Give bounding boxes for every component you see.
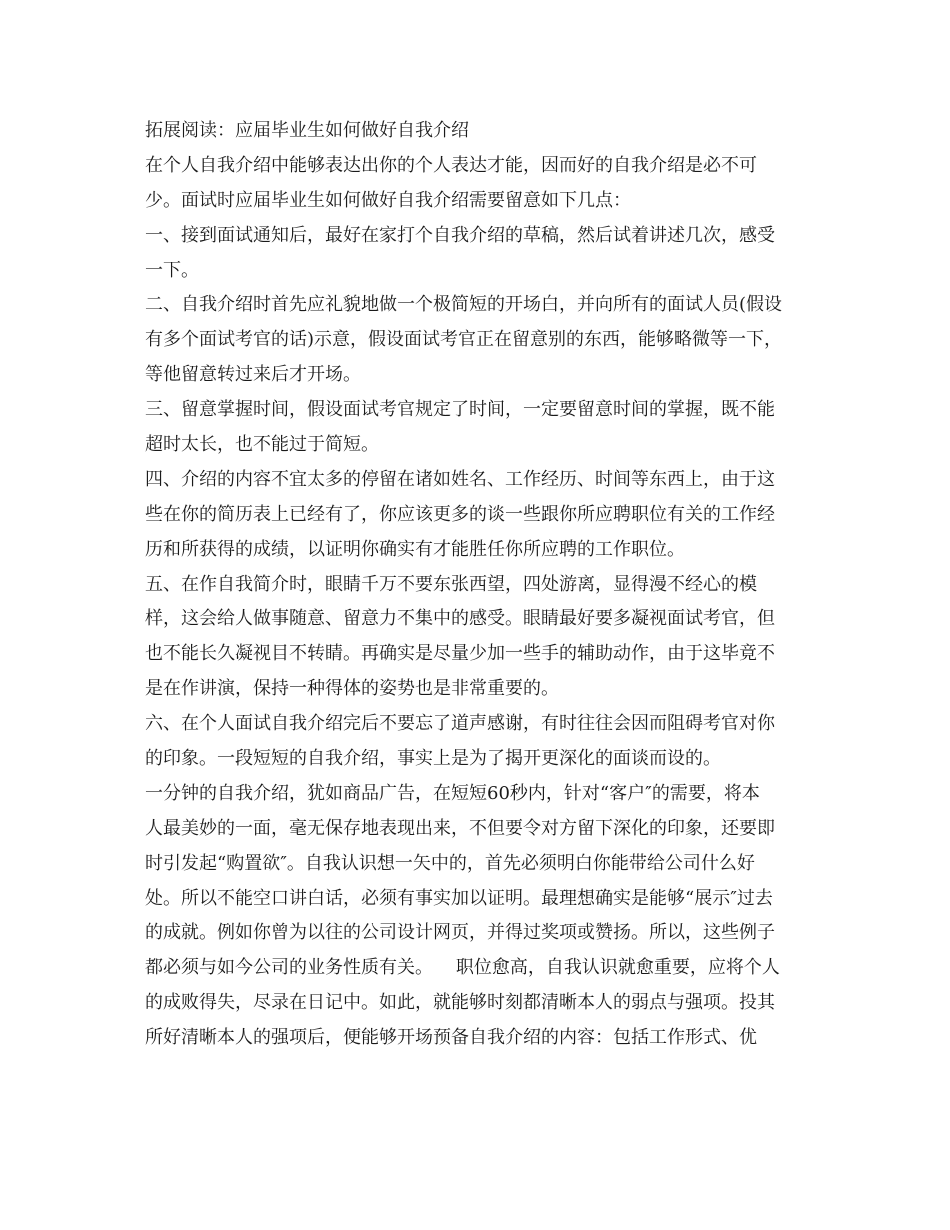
text-line: 五、在作自我简介时，眼睛千万不要东张西望，四处游离，显得漫不经心的模 — [145, 573, 757, 595]
text-line: 的印象。一段短短的自我介绍，事实上是为了揭开更深化的面谈而设的。 — [145, 748, 721, 770]
text-line: 一分钟的自我介绍，犹如商品广告，在短短60秒内，针对“客户″的需要，将本 — [145, 782, 760, 804]
text-line: 的成败得失，尽录在日记中。如此，就能够时刻都清晰本人的弱点与强项。投其 — [145, 992, 775, 1014]
text-line: 一下。 — [145, 259, 199, 281]
text-line: 所好清晰本人的强项后，便能够开场预备自我介绍的内容：包括工作形式、优 — [145, 1027, 757, 1049]
text-line: 三、留意掌握时间，假设面试考官规定了时间，一定要留意时间的掌握，既不能 — [145, 399, 775, 421]
text-line: 超时太长，也不能过于简短。 — [145, 434, 379, 456]
text-line: 一、接到面试通知后，最好在家打个自我介绍的草稿，然后试着讲述几次，感受 — [145, 224, 775, 246]
text-line: 些在你的简历表上已经有了，你应该更多的谈一些跟你所应聘职位有关的工作经 — [145, 503, 775, 525]
text-line: 时引发起“购置欲″。自我认识想一矢中的，首先必须明白你能带给公司什么好 — [145, 852, 755, 874]
text-line: 二、自我介绍时首先应礼貌地做一个极简短的开场白，并向所有的面试人员(假设 — [145, 294, 783, 316]
text-line: 等他留意转过来后才开场。 — [145, 364, 361, 386]
text-line: 处。所以不能空口讲白话，必须有事实加以证明。最理想确实是能够“展示″过去 — [145, 887, 773, 909]
text-line: 样，这会给人做事随意、留意力不集中的感受。眼睛最好要多凝视面试考官，但 — [145, 608, 775, 630]
text-line: 都必须与如今公司的业务性质有关。 职位愈高，自我认识就愈重要，应将个人 — [145, 957, 780, 979]
text-line: 有多个面试考官的话)示意，假设面试考官正在留意别的东西，能够略微等一下， — [145, 329, 783, 351]
text-line: 少。面试时应届毕业生如何做好自我介绍需要留意如下几点： — [145, 189, 631, 211]
article-body — [145, 114, 810, 1056]
article-title: 拓展阅读：应届毕业生如何做好自我介绍 — [145, 120, 469, 141]
text-line: 在个人自我介绍中能够表达出你的个人表达才能，因而好的自我介绍是必不可 — [145, 154, 757, 176]
text-line: 也不能长久凝视目不转睛。再确实是尽量少加一些手的辅助动作，由于这毕竟不 — [145, 643, 775, 665]
text-line: 是在作讲演，保持一种得体的姿势也是非常重要的。 — [145, 678, 559, 700]
text-line: 六、在个人面试自我介绍完后不要忘了道声感谢，有时往往会因而阻碍考官对你 — [145, 713, 775, 735]
text-line: 的成就。例如你曾为以往的公司设计网页，并得过奖项或赞扬。所以，这些例子 — [145, 922, 775, 944]
text-line: 四、介绍的内容不宜太多的停留在诸如姓名、工作经历、时间等东西上，由于这 — [145, 468, 775, 490]
text-line: 人最美妙的一面，毫无保存地表现出来，不但要令对方留下深化的印象，还要即 — [145, 817, 775, 839]
text-line: 历和所获得的成绩，以证明你确实有才能胜任你所应聘的工作职位。 — [145, 538, 685, 560]
